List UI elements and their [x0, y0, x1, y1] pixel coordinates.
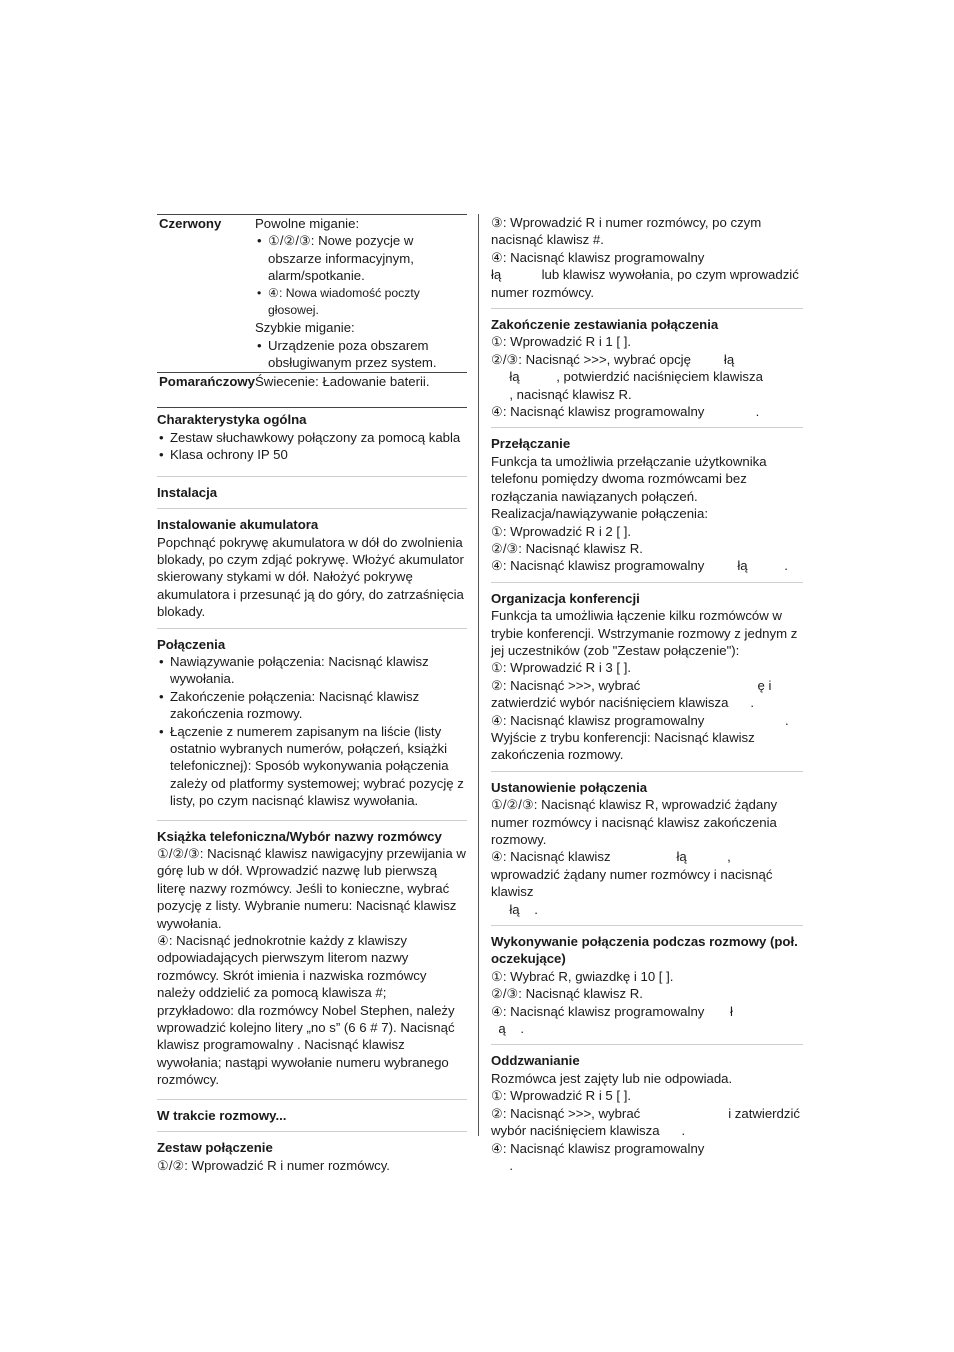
paragraph: ④: Nacisnąć klawisz programowalny	[491, 249, 705, 265]
paragraph: ①: Wybrać R, gwiazdkę i 10 [ ].	[491, 968, 674, 984]
paragraph: ④: Nacisnąć klawisz łą , wprowadzić żądany numer rozmówcy i nacisnąć klawisz	[491, 849, 777, 900]
section-battery	[157, 508, 467, 620]
led-bullet: • Urządzenie poza obszarem obsługiwanym przez system.	[255, 337, 467, 372]
right-column	[491, 214, 803, 1174]
section-end-setup	[491, 308, 803, 420]
paragraph: ④: Nacisnąć klawisz programowalny .	[491, 712, 789, 728]
led-row-orange	[157, 372, 467, 408]
paragraph: ą .	[491, 1021, 524, 1037]
section-switching	[491, 427, 803, 574]
led-line: Szybkie miganie:	[255, 320, 355, 336]
led-line: Powolne miganie:	[255, 216, 360, 231]
calls-list	[157, 653, 467, 810]
paragraph: ①/②/③: Nacisnąć klawisz nawigacyjny przewijania w górę lub w dół. Wprowadzić nazwę lub pierwszą literę nazwy rozmówcy. Jeśli to konieczne, wybrać pozycję z listy. Wybranie numeru: Nacisnąć klawisz wywołania.	[157, 846, 466, 931]
list-item: • Zakończenie połączenia: Nacisnąć klawisz zakończenia rozmowy.	[157, 688, 467, 723]
section-callback	[491, 1044, 803, 1174]
paragraph: ④: Nacisnąć klawisz programowalny .	[491, 404, 760, 420]
paragraph: ①: Wprowadzić R i 1 [ ].	[491, 334, 632, 350]
left-column	[157, 214, 467, 1174]
led-bullet: • ④: Nowa wiadomość poczty głosowej.	[255, 285, 467, 320]
paragraph: ①: Wprowadzić R i 3 [ ].	[491, 660, 632, 676]
paragraph: ④: Nacisnąć klawisz programowalny	[491, 1140, 705, 1156]
section-general	[157, 408, 467, 463]
led-row-red	[157, 215, 467, 373]
paragraph: ①: Wprowadzić R i 2 [ ].	[491, 523, 632, 539]
list-item: • Zestaw słuchawkowy połączony za pomocą kabla	[157, 429, 467, 446]
led-description	[255, 215, 467, 373]
led-bullet: • ①/②/③: Nowe pozycje w obszarze informacyjnym, alarm/spotkanie.	[255, 232, 467, 284]
paragraph: ②: Nacisnąć >>>, wybrać i zatwierdzić wybór naciśnięciem klawisza .	[491, 1105, 804, 1139]
section-heading: Ustanowienie połączenia	[491, 779, 648, 795]
section-phonebook	[157, 820, 467, 1089]
paragraph: ①/②/③: Nacisnąć klawisz R, wprowadzić żądany numer rozmówcy i nacisnąć klawisz zakończenia rozmowy.	[491, 797, 778, 847]
section-heading: Zakończenie zestawiania połączenia	[491, 317, 719, 333]
section-during-call	[157, 1099, 467, 1124]
paragraph: Popchnąć pokrywę akumulatora w dół do zwolnienia blokady, po czym zdjąć pokrywę. Włożyć akumulator skierowany stykami w dół. Nałożyć pokrywę akumulatora i przesunąć ją do góry, do zatrzaśnięcia blokady.	[157, 534, 464, 620]
led-color-label: Czerwony	[159, 216, 222, 231]
section-conference-setup	[157, 1131, 467, 1174]
paragraph: ①/②: Wprowadzić R i numer rozmówcy.	[157, 1157, 390, 1173]
paragraph: , nacisnąć klawisz R.	[491, 386, 632, 402]
paragraph: łą , potwierdzić naciśnięciem klawisza	[491, 369, 763, 385]
paragraph: ④: Nacisnąć klawisz programowalny łą .	[491, 558, 788, 574]
section-establish	[491, 771, 803, 918]
led-color-label: Pomarańczowy	[157, 372, 255, 408]
section-heading: Przełączanie	[491, 436, 571, 452]
section-heading: Organizacja konferencji	[491, 590, 640, 606]
list-item: • Nawiązywanie połączenia: Nacisnąć klawisz wywołania.	[157, 653, 467, 688]
paragraph: ③: Wprowadzić R i numer rozmówcy, po czym nacisnąć klawisz #.	[491, 215, 762, 248]
led-status-table	[157, 214, 467, 408]
section-call-waiting	[491, 925, 803, 1037]
led-line: Świecenie: Ładowanie baterii.	[255, 373, 430, 389]
section-heading: Instalacja	[157, 484, 218, 500]
section-conference	[491, 582, 803, 764]
section-heading: Charakterystyka ogólna	[157, 412, 307, 428]
list-item: • Klasa ochrony IP 50	[157, 446, 467, 463]
paragraph: ②/③: Nacisnąć >>>, wybrać opcję łą	[491, 351, 735, 367]
section-installation	[157, 476, 467, 501]
section-heading: Oddzwanianie	[491, 1053, 580, 1069]
section-heading: Wykonywanie połączenia podczas rozmowy (poł. oczekujące)	[491, 934, 798, 967]
section-heading: Połączenia	[157, 636, 226, 652]
paragraph: ④: Nacisnąć jednokrotnie każdy z klawiszy odpowiadających pierwszym literom nazwy rozmówcy. Skrót imienia i nazwiska rozmówcy należy oddzielić za pomocą klawisza #; przykładowo: dla rozmówcy Nobel Stephen, należy wprowadzić kolejno litery „no s” (6 6 # 7). Nacisnąć klawisz programowalny . Nacisnąć klawisz wywołania; nastąpi wywołanie numeru wybranego rozmówcy.	[157, 933, 455, 1088]
section-conference-setup-continued	[491, 214, 803, 301]
paragraph: ④: Nacisnąć klawisz programowalny ł	[491, 1003, 733, 1019]
paragraph: .	[491, 1157, 513, 1173]
paragraph: ②/③: Nacisnąć klawisz R.	[491, 540, 643, 556]
paragraph: Rozmówca jest zajęty lub nie odpowiada.	[491, 1070, 733, 1086]
paragraph: ②/③: Nacisnąć klawisz R.	[491, 986, 643, 1002]
section-heading: Książka telefoniczna/Wybór nazwy rozmówcy	[157, 828, 442, 844]
general-list	[157, 429, 467, 464]
section-heading: Instalowanie akumulatora	[157, 517, 319, 533]
paragraph: łą .	[491, 901, 538, 917]
paragraph: Funkcja ta umożliwia przełączanie użytkownika telefonu pomiędzy dwoma rozmówcami bez rozłączania nawiązanych połączeń. Realizacja/nawiązywanie połączenia:	[491, 453, 767, 522]
paragraph: ①: Wprowadzić R i 5 [ ].	[491, 1088, 632, 1104]
paragraph: ②: Nacisnąć >>>, wybrać ę i	[491, 677, 772, 693]
led-description	[255, 372, 467, 408]
paragraph: zatwierdzić wybór naciśnięciem klawisza .	[491, 695, 755, 711]
list-item: • Łączenie z numerem zapisanym na liście (listy ostatnio wybranych numerów, połączeń, książki telefonicznej): Sposób wykonywania połączenia zależy od platformy systemowej; wybrać pozycję z listy, po czym nacisnąć klawisz wywołania.	[157, 723, 467, 810]
section-calls	[157, 628, 467, 810]
column-divider	[478, 214, 479, 1136]
paragraph: Funkcja ta umożliwia łączenie kilku rozmówców w trybie konferencji. Wstrzymanie rozmowy z jednym z jej uczestników (zob "Zestaw połączenie"):	[491, 608, 798, 658]
paragraph: łą lub klawisz wywołania, po czym wprowadzić numer rozmówcy.	[491, 267, 803, 300]
paragraph: Wyjście z trybu konferencji: Nacisnąć klawisz zakończenia rozmowy.	[491, 729, 755, 763]
led-bullets	[255, 337, 467, 372]
section-heading: W trakcie rozmowy...	[157, 1107, 287, 1123]
section-heading: Zestaw połączenie	[157, 1140, 273, 1156]
led-bullets	[255, 232, 467, 319]
